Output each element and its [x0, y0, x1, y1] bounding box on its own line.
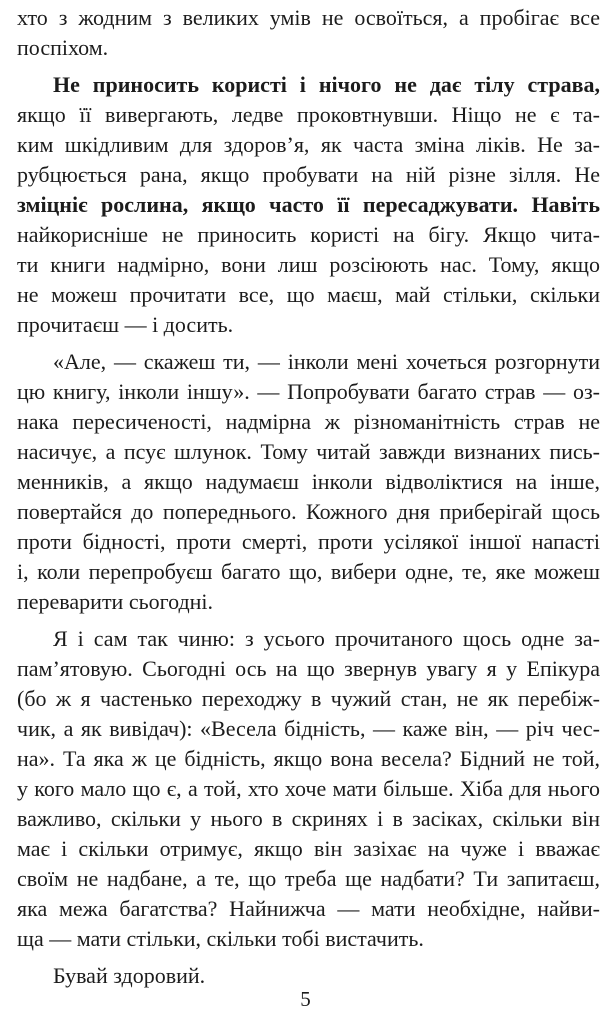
text-line: ща — мати стільки, скільки тобі вистачить. [17, 926, 424, 951]
text-line: менників, а якщо надумаєш інколи відволіктися на інше, [17, 469, 600, 494]
text-line: «Але, — скажеш ти, — інколи мені хочеться розгорнути [53, 349, 600, 374]
text-line: своїм не надбане, а те, що треба ще надбати? Ти запитаєш, [17, 866, 600, 891]
text-line: ти книги надмірно, вони лиш розсіюють нас. Тому, якщо [17, 252, 600, 277]
text-line: цю книгу, інколи іншу». — Попробувати багато страв — оз- [17, 379, 600, 404]
text-line: хто з жодним з великих умів не освоїться, а пробігає все [17, 5, 600, 30]
text-line: і, коли перепробуєш багато що, вибери одне, те, яке можеш [17, 559, 600, 584]
text-line: якщо її вивергають, ледве проковтнувши. Ніщо не є та- [17, 102, 600, 127]
text-line: насичує, а псує шлунок. Тому читай завжди визнаних пись- [17, 439, 600, 464]
text-line: Не приносить користі і нічого не дає тілу страва, [53, 72, 600, 97]
text-line: має і скільки отримує, якщо він зазіхає на чуже і вважає [17, 836, 600, 861]
text-line: повертайся до попереднього. Кожного дня приберігай щось [17, 499, 600, 524]
text-line: Я і сам так чиню: з усього прочитаного щось одне за- [53, 626, 600, 651]
page-number: 5 [300, 987, 311, 1011]
text-line: Бувай здоровий. [53, 963, 206, 988]
text-line: рубцюється рана, якщо пробувати на ній різне зілля. Не [17, 162, 600, 187]
text-line: чик, а як вивідач): «Весела бідність, — каже він, — річ чес- [17, 716, 600, 741]
text-line: переварити сьогодні. [17, 589, 214, 614]
text-line: проти бідності, проти смерті, проти усілякої іншої напасті [17, 529, 600, 554]
text-line: пам’ятовую. Сьогодні ось на що звернув увагу я у Епікура [17, 656, 600, 681]
text-line: яка межа багатства? Найнижча — мати необхідне, найви- [17, 896, 600, 921]
text-line: у кого мало що є, а той, хто хоче мати більше. Хіба для нього [17, 776, 600, 801]
text-line: прочитаєш — і досить. [17, 312, 234, 337]
text-line: поспіхом. [17, 35, 109, 60]
text-line: на». Та яка ж це бідність, якщо вона весела? Бідний не той, [17, 746, 600, 771]
text-line: найкорисніше не приносить користі на бігу. Якщо чита- [17, 222, 600, 247]
text-line: важливо, скільки у нього в скринях і в засіках, скільки він [17, 806, 600, 831]
text-line: зміцніє рослина, якщо часто її пересаджувати. Навіть [17, 192, 600, 217]
text-line: (бо ж я частенько переходжу в чужий стан, не як перебіж- [17, 686, 600, 711]
text-line: ким шкідливим для здоров’я, як часта зміна ліків. Не за- [17, 132, 600, 157]
text-line: не можеш прочитати все, що маєш, май стільки, скільки [17, 282, 600, 307]
text-line: нака пересиченості, надмірна ж різноманітність страв не [17, 409, 600, 434]
